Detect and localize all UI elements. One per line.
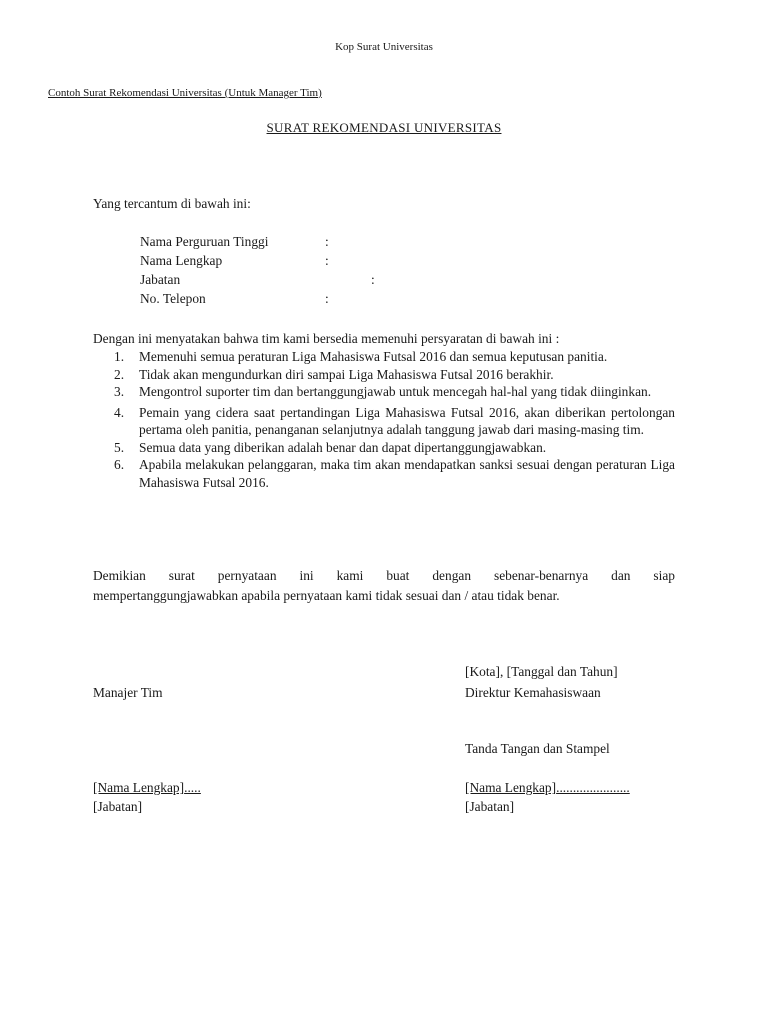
signer-position: [Jabatan] (93, 799, 143, 814)
signature-block-left (93, 684, 201, 817)
requirements-list (93, 348, 675, 491)
list-item-number: 5. (114, 439, 125, 455)
letterhead: Kop Surat Universitas (335, 41, 433, 53)
example-caption: Contoh Surat Rekomendasi Universitas (Untuk Manager Tim) (48, 87, 322, 99)
place-date: [Kota], [Tanggal dan Tahun] (465, 664, 618, 679)
field-label: Nama Perguruan Tinggi (140, 234, 269, 249)
closing-line-2: mempertanggungjawabkan apabila pernyataan kami tidak sesuai dan / atau tidak benar. (93, 588, 560, 603)
field-label: Jabatan (140, 272, 181, 287)
signer-position: [Jabatan] (465, 799, 515, 814)
field-row-position (140, 271, 440, 290)
list-item-number: 3. (114, 384, 125, 399)
field-colon: : (371, 272, 375, 287)
signer-role: Direktur Kemahasiswaan (465, 685, 601, 700)
closing-paragraph (93, 566, 675, 606)
field-colon: : (325, 253, 329, 268)
list-item-number: 2. (114, 366, 125, 382)
field-label: Nama Lengkap (140, 253, 223, 268)
field-row-full-name (140, 252, 440, 271)
list-item-text: Apabila melakukan pelanggaran, maka tim akan mendapatkan sanksi sesuai dengan peraturan Liga Mahasiswa Futsal 2016. (139, 457, 675, 490)
list-item-text: Mengontrol suporter tim dan bertanggungjawab untuk mencegah hal-hal yang tidak diinginkan. (139, 384, 652, 399)
statement-text: Dengan ini menyatakan bahwa tim kami bersedia memenuhi persyaratan di bawah ini : (93, 331, 560, 346)
list-item (93, 439, 675, 457)
list-item-text: Tidak akan mengundurkan diri sampai Liga Mahasiswa Futsal 2016 berakhir. (139, 366, 554, 382)
list-item-text: Semua data yang diberikan adalah benar dan dapat dipertanggungjawabkan. (139, 439, 547, 455)
signer-role: Manajer Tim (93, 685, 163, 700)
signer-name: [Nama Lengkap] (465, 780, 557, 795)
field-colon: : (325, 291, 329, 306)
list-item-number: 1. (114, 349, 125, 364)
closing-line-1: Demikian surat pernyataan ini kami buat dengan sebenar-benarnya dan siap (93, 568, 675, 583)
list-item-text: Memenuhi semua peraturan Liga Mahasiswa Futsal 2016 dan semua keputusan panitia. (139, 349, 608, 364)
field-row-phone (140, 290, 440, 309)
field-label: No. Telepon (140, 291, 206, 306)
signer-name: [Nama Lengkap] (93, 780, 185, 795)
list-item-number: 4. (114, 404, 125, 420)
signature-block-right (465, 663, 630, 817)
signer-name-dots: ..... (184, 780, 201, 795)
signer-name-dots: ...................... (556, 780, 630, 795)
list-item-text: Pemain yang cidera saat pertandingan Liga Mahasiswa Futsal 2016, akan diberikan pertolongan pertama oleh panitia, penanganan selanjutnya adalah tanggung jawab dari masing-masing tim. (139, 404, 675, 437)
list-item (93, 366, 675, 384)
document-title: SURAT REKOMENDASI UNIVERSITAS (266, 120, 502, 135)
field-colon: : (325, 234, 329, 249)
signature-stamp-note: Tanda Tangan dan Stampel (465, 741, 610, 756)
list-item (93, 348, 675, 366)
signer-name-line (465, 779, 630, 798)
signer-name-line (93, 779, 201, 798)
identity-fields (140, 233, 440, 309)
field-row-university (140, 233, 440, 252)
list-item (93, 456, 675, 491)
list-item-number: 6. (114, 457, 125, 472)
list-item (93, 404, 675, 439)
intro-text: Yang tercantum di bawah ini: (93, 196, 251, 211)
list-item (93, 383, 675, 401)
